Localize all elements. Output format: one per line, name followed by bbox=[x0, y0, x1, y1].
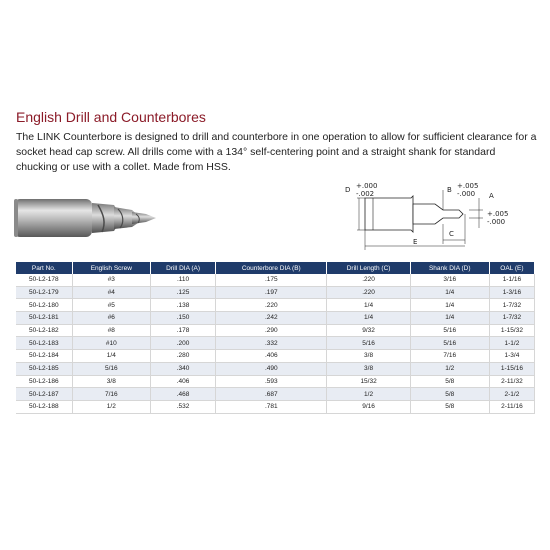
table-cell: 5/16 bbox=[72, 362, 150, 375]
table-cell: 1-3/16 bbox=[489, 286, 534, 299]
table-row bbox=[16, 286, 535, 299]
table-cell: 50-L2-185 bbox=[16, 362, 72, 375]
table-cell: #3 bbox=[72, 274, 150, 286]
table-cell: 3/8 bbox=[72, 375, 150, 388]
d-tolerance-plus: +.000 bbox=[356, 182, 378, 190]
table-cell: .220 bbox=[216, 299, 327, 312]
counterbore-tool-image bbox=[14, 193, 164, 243]
table-cell: #6 bbox=[72, 312, 150, 325]
table-cell: .125 bbox=[151, 286, 216, 299]
column-header: Shank DIA (D) bbox=[410, 262, 489, 274]
column-header: English Screw bbox=[72, 262, 150, 274]
a-tolerance-plus: +.005 bbox=[487, 210, 509, 218]
table-cell: .220 bbox=[327, 286, 410, 299]
column-header: Drill DIA (A) bbox=[151, 262, 216, 274]
table-cell: .340 bbox=[151, 362, 216, 375]
table-row bbox=[16, 375, 535, 388]
table-cell: .200 bbox=[151, 337, 216, 350]
table-cell: .150 bbox=[151, 312, 216, 325]
table-cell: 1/4 bbox=[72, 350, 150, 363]
table-cell: 9/16 bbox=[327, 400, 410, 413]
table-cell: .138 bbox=[151, 299, 216, 312]
column-header: OAL (E) bbox=[489, 262, 534, 274]
table-cell: .110 bbox=[151, 274, 216, 286]
b-dimension-label: B bbox=[447, 186, 452, 194]
table-cell: 15/32 bbox=[327, 375, 410, 388]
table-cell: 5/8 bbox=[410, 400, 489, 413]
table-cell: 50-L2-178 bbox=[16, 274, 72, 286]
table-cell: 1/2 bbox=[410, 362, 489, 375]
table-cell: 1-1/2 bbox=[489, 337, 534, 350]
table-cell: 1-7/32 bbox=[489, 299, 534, 312]
table-cell: 7/16 bbox=[410, 350, 489, 363]
table-cell: 50-L2-183 bbox=[16, 337, 72, 350]
table-cell: #4 bbox=[72, 286, 150, 299]
table-cell: 50-L2-181 bbox=[16, 312, 72, 325]
table-cell: 3/8 bbox=[327, 362, 410, 375]
a-tolerance-minus: -.000 bbox=[487, 218, 506, 226]
table-body bbox=[16, 274, 535, 413]
table-cell: .197 bbox=[216, 286, 327, 299]
table-row bbox=[16, 299, 535, 312]
table-cell: 1-15/16 bbox=[489, 362, 534, 375]
table-cell: 1/4 bbox=[410, 312, 489, 325]
table-cell: .406 bbox=[151, 375, 216, 388]
table-cell: .280 bbox=[151, 350, 216, 363]
table-cell: 50-L2-182 bbox=[16, 324, 72, 337]
table-cell: .242 bbox=[216, 312, 327, 325]
table-cell: .178 bbox=[151, 324, 216, 337]
product-description: The LINK Counterbore is designed to drill and counterbore in one operation to allow for sufficient clearance for a socket head cap screw. All drills come with a 134° self-centering point and a straight shank for standard chucking or use with a collet. Made from HSS. bbox=[16, 131, 537, 173]
table-cell: 50-L2-180 bbox=[16, 299, 72, 312]
table-cell: .532 bbox=[151, 400, 216, 413]
table-cell: 7/16 bbox=[72, 388, 150, 401]
table-cell: 5/16 bbox=[327, 337, 410, 350]
table-cell: #5 bbox=[72, 299, 150, 312]
table-cell: 50-L2-184 bbox=[16, 350, 72, 363]
table-row bbox=[16, 350, 535, 363]
table-cell: 2-11/16 bbox=[489, 400, 534, 413]
d-dimension-label: D bbox=[345, 186, 351, 194]
table-cell: 5/8 bbox=[410, 375, 489, 388]
c-dimension-label: C bbox=[449, 230, 454, 238]
table-row bbox=[16, 274, 535, 286]
table-cell: 1/4 bbox=[410, 299, 489, 312]
table-cell: 9/32 bbox=[327, 324, 410, 337]
table-row bbox=[16, 337, 535, 350]
table-cell: 3/8 bbox=[327, 350, 410, 363]
table-row bbox=[16, 362, 535, 375]
b-tolerance-plus: +.005 bbox=[457, 182, 479, 190]
table-cell: .687 bbox=[216, 388, 327, 401]
table-cell: #8 bbox=[72, 324, 150, 337]
table-cell: 1-1/16 bbox=[489, 274, 534, 286]
table-row bbox=[16, 324, 535, 337]
a-dimension-label: A bbox=[489, 192, 494, 200]
table-cell: 50-L2-187 bbox=[16, 388, 72, 401]
table-header-row bbox=[16, 262, 535, 274]
table-cell: 1-7/32 bbox=[489, 312, 534, 325]
table-cell: 5/16 bbox=[410, 324, 489, 337]
table-cell: .490 bbox=[216, 362, 327, 375]
table-cell: 2-11/32 bbox=[489, 375, 534, 388]
table-cell: 1/4 bbox=[410, 286, 489, 299]
table-cell: .220 bbox=[327, 274, 410, 286]
table-cell: .468 bbox=[151, 388, 216, 401]
table-cell: 1-3/4 bbox=[489, 350, 534, 363]
d-tolerance-minus: -.002 bbox=[356, 190, 375, 198]
table-cell: 3/16 bbox=[410, 274, 489, 286]
table-cell: 1-15/32 bbox=[489, 324, 534, 337]
table-cell: #10 bbox=[72, 337, 150, 350]
table-cell: 1/4 bbox=[327, 312, 410, 325]
table-cell: .290 bbox=[216, 324, 327, 337]
table-cell: 1/2 bbox=[327, 388, 410, 401]
table-cell: 50-L2-179 bbox=[16, 286, 72, 299]
table-cell: .781 bbox=[216, 400, 327, 413]
table-cell: 1/4 bbox=[327, 299, 410, 312]
page-title: English Drill and Counterbores bbox=[16, 109, 206, 125]
table-row bbox=[16, 312, 535, 325]
column-header: Counterbore DIA (B) bbox=[216, 262, 327, 274]
table-row bbox=[16, 400, 535, 413]
table-cell: .593 bbox=[216, 375, 327, 388]
table-cell: 50-L2-186 bbox=[16, 375, 72, 388]
table-cell: 5/8 bbox=[410, 388, 489, 401]
dimension-diagram bbox=[343, 180, 538, 252]
e-dimension-label: E bbox=[413, 238, 418, 246]
table-cell: 2-1/2 bbox=[489, 388, 534, 401]
specs-table bbox=[16, 262, 535, 414]
table-cell: .175 bbox=[216, 274, 327, 286]
column-header: Drill Length (C) bbox=[327, 262, 410, 274]
table-cell: 50-L2-188 bbox=[16, 400, 72, 413]
table-cell: .332 bbox=[216, 337, 327, 350]
column-header: Part No. bbox=[16, 262, 72, 274]
table-cell: .406 bbox=[216, 350, 327, 363]
table-cell: 5/16 bbox=[410, 337, 489, 350]
table-cell: 1/2 bbox=[72, 400, 150, 413]
table-row bbox=[16, 388, 535, 401]
b-tolerance-minus: -.000 bbox=[457, 190, 476, 198]
